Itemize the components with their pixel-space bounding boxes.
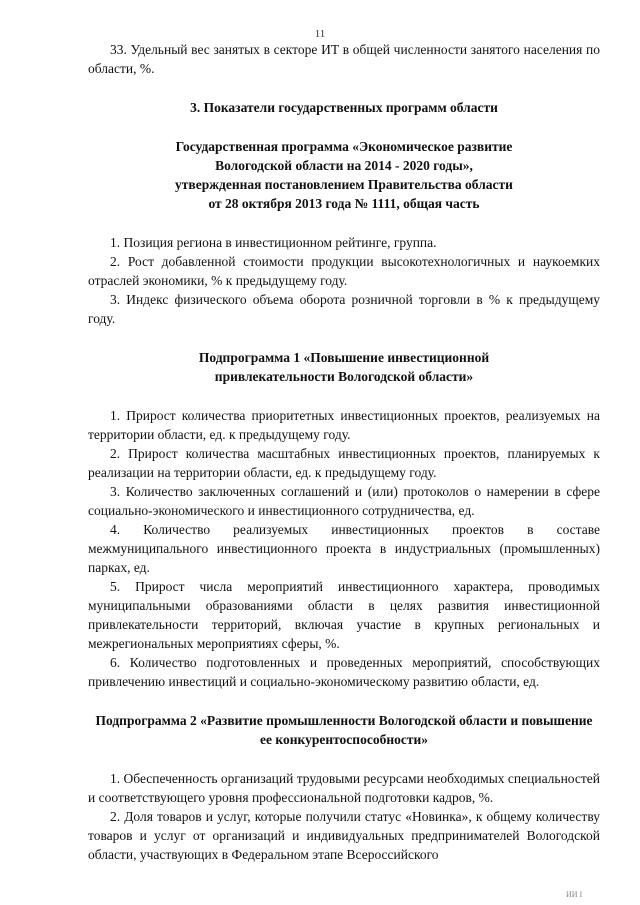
intro-item: 33. Удельный вес занятых в секторе ИТ в общей численности занятого населения по области, %. [88,42,600,76]
list-item: 2. Прирост количества масштабных инвестиционных проектов, планируемых к реализации на территории области, ед. к предыдущему году. [88,446,600,480]
list-item: 2. Рост добавленной стоимости продукции высокотехнологичных и наукоемких отраслей экономики, % к предыдущему году. [88,254,600,288]
program-title-line: Государственная программа «Экономическое развитие [175,139,513,154]
subprogram1-title-line: привлекательности Вологодской области» [214,369,474,384]
list-item: 2. Доля товаров и услуг, которые получили статус «Новинка», к общему количеству товаров и услуг от организаций и индивидуальных предпринимателей Вологодской области, участвующих в Федеральном этапе Всероссийского [88,809,600,862]
subprogram2-items [88,769,600,864]
list-item: 3. Индекс физического объема оборота розничной торговли в % к предыдущему году. [88,292,600,326]
document-body [88,40,600,864]
program-title [88,137,600,213]
subprogram1-items [88,406,600,691]
page-number: 11 [314,28,326,40]
program-title-line: Вологодской области на 2014 - 2020 годы», [215,158,473,173]
list-item: 6. Количество подготовленных и проведенных мероприятий, способствующих привлечению инвестиций и социально-экономическому развитию области, ед. [88,655,600,689]
list-item: 4. Количество реализуемых инвестиционных проектов в составе межмуниципального инвестиционного проекта в индустриальных (промышленных) парках, ед. [88,522,600,575]
subprogram2-title: Подпрограмма 2 «Развитие промышленности Вологодской области и повышение ее конкурентоспособности» [95,713,593,747]
footer-mark: ИИ I [566,890,583,899]
list-item: 1. Позиция региона в инвестиционном рейтинге, группа. [110,235,437,250]
section-title: 3. Показатели государственных программ области [190,100,498,115]
subprogram1-title [88,348,600,386]
list-item: 3. Количество заключенных соглашений и (или) протоколов о намерении в сфере социально-экономического и инвестиционного сотрудничества, ед. [88,484,600,518]
program-items [88,233,600,328]
list-item: 5. Прирост числа мероприятий инвестиционного характера, проводимых муниципальными образованиями области в целях развития инвестиционной привлекательности территорий, включая участие в крупных региональных и межрегиональных мероприятиях сферы, %. [88,579,600,651]
program-title-line: утвержденная постановлением Правительства области [175,177,513,192]
subprogram1-title-line: Подпрограмма 1 «Повышение инвестиционной [198,350,490,365]
list-item: 1. Обеспеченность организаций трудовыми ресурсами необходимых специальностей и соответствующего уровня профессиональной подготовки кадров, %. [88,771,600,805]
program-title-line: от 28 октября 2013 года № 1111, общая часть [208,196,480,211]
list-item: 1. Прирост количества приоритетных инвестиционных проектов, реализуемых на территории области, ед. к предыдущему году. [88,408,600,442]
